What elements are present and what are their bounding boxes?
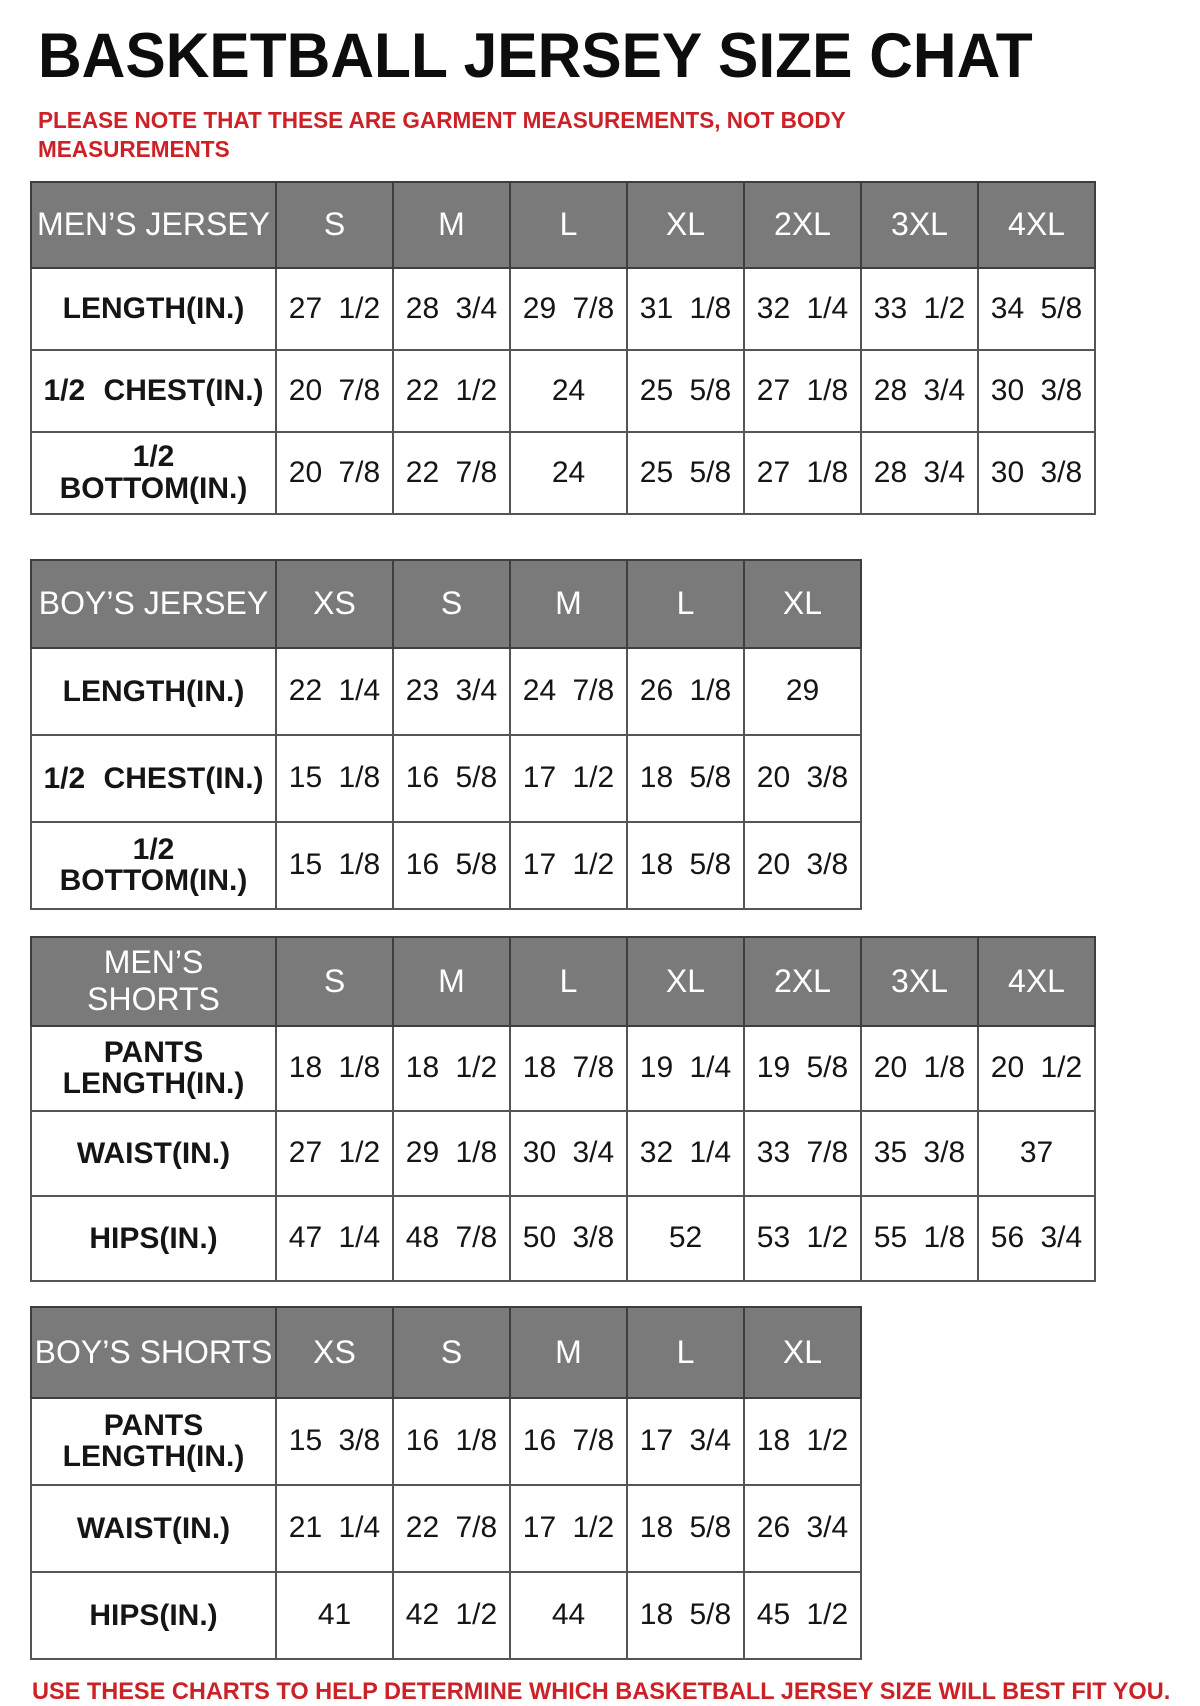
value-cell: 35 3/8 — [861, 1111, 978, 1196]
size-header-cell: M — [393, 937, 510, 1026]
row-label-cell: 1/2 CHEST(IN.) — [31, 350, 276, 432]
value-cell: 18 7/8 — [510, 1026, 627, 1111]
value-cell: 26 1/8 — [627, 648, 744, 735]
value-cell: 17 1/2 — [510, 735, 627, 822]
size-header-cell: XS — [276, 560, 393, 648]
value-cell: 15 1/8 — [276, 735, 393, 822]
value-cell: 50 3/8 — [510, 1196, 627, 1281]
value-cell: 27 1/2 — [276, 1111, 393, 1196]
value-cell: 17 3/4 — [627, 1398, 744, 1485]
size-header-cell: M — [510, 560, 627, 648]
value-cell: 33 7/8 — [744, 1111, 861, 1196]
size-header-cell: 2XL — [744, 182, 861, 268]
value-cell: 29 1/8 — [393, 1111, 510, 1196]
value-cell: 24 — [510, 432, 627, 514]
value-cell: 32 1/4 — [744, 268, 861, 350]
table-row — [31, 350, 1095, 432]
value-cell: 16 5/8 — [393, 822, 510, 909]
value-cell: 20 3/8 — [744, 822, 861, 909]
mens-jersey-table-section — [30, 181, 1200, 515]
value-cell: 27 1/8 — [744, 432, 861, 514]
boys-shorts-title-cell: BOY’S SHORTS — [31, 1307, 276, 1398]
value-cell: 28 3/4 — [861, 350, 978, 432]
table-row — [31, 1572, 861, 1659]
mens-shorts-table — [30, 936, 1096, 1282]
size-header-cell: 4XL — [978, 937, 1095, 1026]
garment-measurement-note: PLEASE NOTE THAT THESE ARE GARMENT MEASUREMENTS, NOT BODY MEASUREMENTS — [38, 107, 846, 163]
value-cell: 22 7/8 — [393, 1485, 510, 1572]
value-cell: 25 5/8 — [627, 350, 744, 432]
row-label-cell: 1/2 BOTTOM(IN.) — [31, 432, 276, 514]
value-cell: 28 3/4 — [393, 268, 510, 350]
size-header-cell: L — [627, 1307, 744, 1398]
value-cell: 20 7/8 — [276, 432, 393, 514]
size-header-cell: 2XL — [744, 937, 861, 1026]
row-label-cell: HIPS(IN.) — [31, 1196, 276, 1281]
table-row — [31, 432, 1095, 514]
boys-shorts-table-section — [30, 1306, 1200, 1660]
value-cell: 21 1/4 — [276, 1485, 393, 1572]
value-cell: 15 3/8 — [276, 1398, 393, 1485]
value-cell: 30 3/8 — [978, 432, 1095, 514]
value-cell: 56 3/4 — [978, 1196, 1095, 1281]
table-row — [31, 1398, 861, 1485]
table-row — [31, 1111, 1095, 1196]
value-cell: 30 3/4 — [510, 1111, 627, 1196]
value-cell: 22 7/8 — [393, 432, 510, 514]
size-header-cell: XL — [744, 1307, 861, 1398]
size-header-cell: S — [393, 560, 510, 648]
size-header-cell: XL — [627, 937, 744, 1026]
value-cell: 45 1/2 — [744, 1572, 861, 1659]
mens-jersey-header-row — [31, 182, 1095, 268]
value-cell: 20 3/8 — [744, 735, 861, 822]
value-cell: 20 1/8 — [861, 1026, 978, 1111]
row-label-cell: HIPS(IN.) — [31, 1572, 276, 1659]
size-header-cell: XL — [627, 182, 744, 268]
size-header-cell: XS — [276, 1307, 393, 1398]
size-header-cell: XL — [744, 560, 861, 648]
value-cell: 22 1/2 — [393, 350, 510, 432]
value-cell: 17 1/2 — [510, 1485, 627, 1572]
mens-shorts-title-cell: MEN’S SHORTS — [31, 937, 276, 1026]
value-cell: 29 7/8 — [510, 268, 627, 350]
value-cell: 48 7/8 — [393, 1196, 510, 1281]
value-cell: 30 3/8 — [978, 350, 1095, 432]
boys-jersey-table — [30, 559, 862, 910]
value-cell: 20 7/8 — [276, 350, 393, 432]
boys-jersey-table-section — [30, 559, 1200, 910]
table-row — [31, 735, 861, 822]
value-cell: 52 — [627, 1196, 744, 1281]
value-cell: 18 5/8 — [627, 1572, 744, 1659]
value-cell: 22 1/4 — [276, 648, 393, 735]
row-label-cell: 1/2 BOTTOM(IN.) — [31, 822, 276, 909]
value-cell: 33 1/2 — [861, 268, 978, 350]
value-cell: 15 1/8 — [276, 822, 393, 909]
size-header-cell: S — [393, 1307, 510, 1398]
size-header-cell: M — [393, 182, 510, 268]
value-cell: 27 1/8 — [744, 350, 861, 432]
table-row — [31, 1196, 1095, 1281]
value-cell: 26 3/4 — [744, 1485, 861, 1572]
value-cell: 34 5/8 — [978, 268, 1095, 350]
row-label-cell: LENGTH(IN.) — [31, 268, 276, 350]
page-title: BASKETBALL JERSEY SIZE CHAT — [38, 21, 1033, 91]
boys-shorts-header-row — [31, 1307, 861, 1398]
mens-shorts-header-row — [31, 937, 1095, 1026]
size-header-cell: 3XL — [861, 937, 978, 1026]
value-cell: 19 5/8 — [744, 1026, 861, 1111]
value-cell: 42 1/2 — [393, 1572, 510, 1659]
value-cell: 31 1/8 — [627, 268, 744, 350]
size-header-cell: 3XL — [861, 182, 978, 268]
table-row — [31, 1026, 1095, 1111]
row-label-cell: PANTS LENGTH(IN.) — [31, 1026, 276, 1111]
value-cell: 16 5/8 — [393, 735, 510, 822]
row-label-cell: WAIST(IN.) — [31, 1485, 276, 1572]
value-cell: 18 5/8 — [627, 735, 744, 822]
value-cell: 18 1/2 — [744, 1398, 861, 1485]
size-header-cell: L — [627, 560, 744, 648]
value-cell: 18 1/8 — [276, 1026, 393, 1111]
value-cell: 23 3/4 — [393, 648, 510, 735]
value-cell: 55 1/8 — [861, 1196, 978, 1281]
size-header-cell: S — [276, 937, 393, 1026]
fit-advice-footer: USE THESE CHARTS TO HELP DETERMINE WHICH BASKETBALL JERSEY SIZE WILL BEST FIT YOU. — [32, 1677, 1171, 1705]
boys-shorts-table — [30, 1306, 862, 1660]
value-cell: 18 1/2 — [393, 1026, 510, 1111]
table-row — [31, 822, 861, 909]
row-label-cell: 1/2 CHEST(IN.) — [31, 735, 276, 822]
value-cell: 32 1/4 — [627, 1111, 744, 1196]
mens-jersey-title-cell: MEN’S JERSEY — [31, 182, 276, 268]
size-header-cell: L — [510, 182, 627, 268]
value-cell: 27 1/2 — [276, 268, 393, 350]
size-header-cell: M — [510, 1307, 627, 1398]
mens-shorts-table-section — [30, 936, 1200, 1282]
value-cell: 47 1/4 — [276, 1196, 393, 1281]
value-cell: 17 1/2 — [510, 822, 627, 909]
row-label-cell: PANTS LENGTH(IN.) — [31, 1398, 276, 1485]
table-row — [31, 648, 861, 735]
mens-jersey-table — [30, 181, 1096, 515]
row-label-cell: WAIST(IN.) — [31, 1111, 276, 1196]
value-cell: 24 — [510, 350, 627, 432]
value-cell: 41 — [276, 1572, 393, 1659]
table-row — [31, 1485, 861, 1572]
boys-jersey-header-row — [31, 560, 861, 648]
value-cell: 18 5/8 — [627, 1485, 744, 1572]
size-header-cell: 4XL — [978, 182, 1095, 268]
value-cell: 28 3/4 — [861, 432, 978, 514]
value-cell: 29 — [744, 648, 861, 735]
value-cell: 16 1/8 — [393, 1398, 510, 1485]
size-header-cell: S — [276, 182, 393, 268]
value-cell: 25 5/8 — [627, 432, 744, 514]
value-cell: 18 5/8 — [627, 822, 744, 909]
value-cell: 37 — [978, 1111, 1095, 1196]
value-cell: 44 — [510, 1572, 627, 1659]
boys-jersey-title-cell: BOY’S JERSEY — [31, 560, 276, 648]
value-cell: 20 1/2 — [978, 1026, 1095, 1111]
value-cell: 19 1/4 — [627, 1026, 744, 1111]
row-label-cell: LENGTH(IN.) — [31, 648, 276, 735]
value-cell: 16 7/8 — [510, 1398, 627, 1485]
size-header-cell: L — [510, 937, 627, 1026]
table-row — [31, 268, 1095, 350]
value-cell: 53 1/2 — [744, 1196, 861, 1281]
value-cell: 24 7/8 — [510, 648, 627, 735]
